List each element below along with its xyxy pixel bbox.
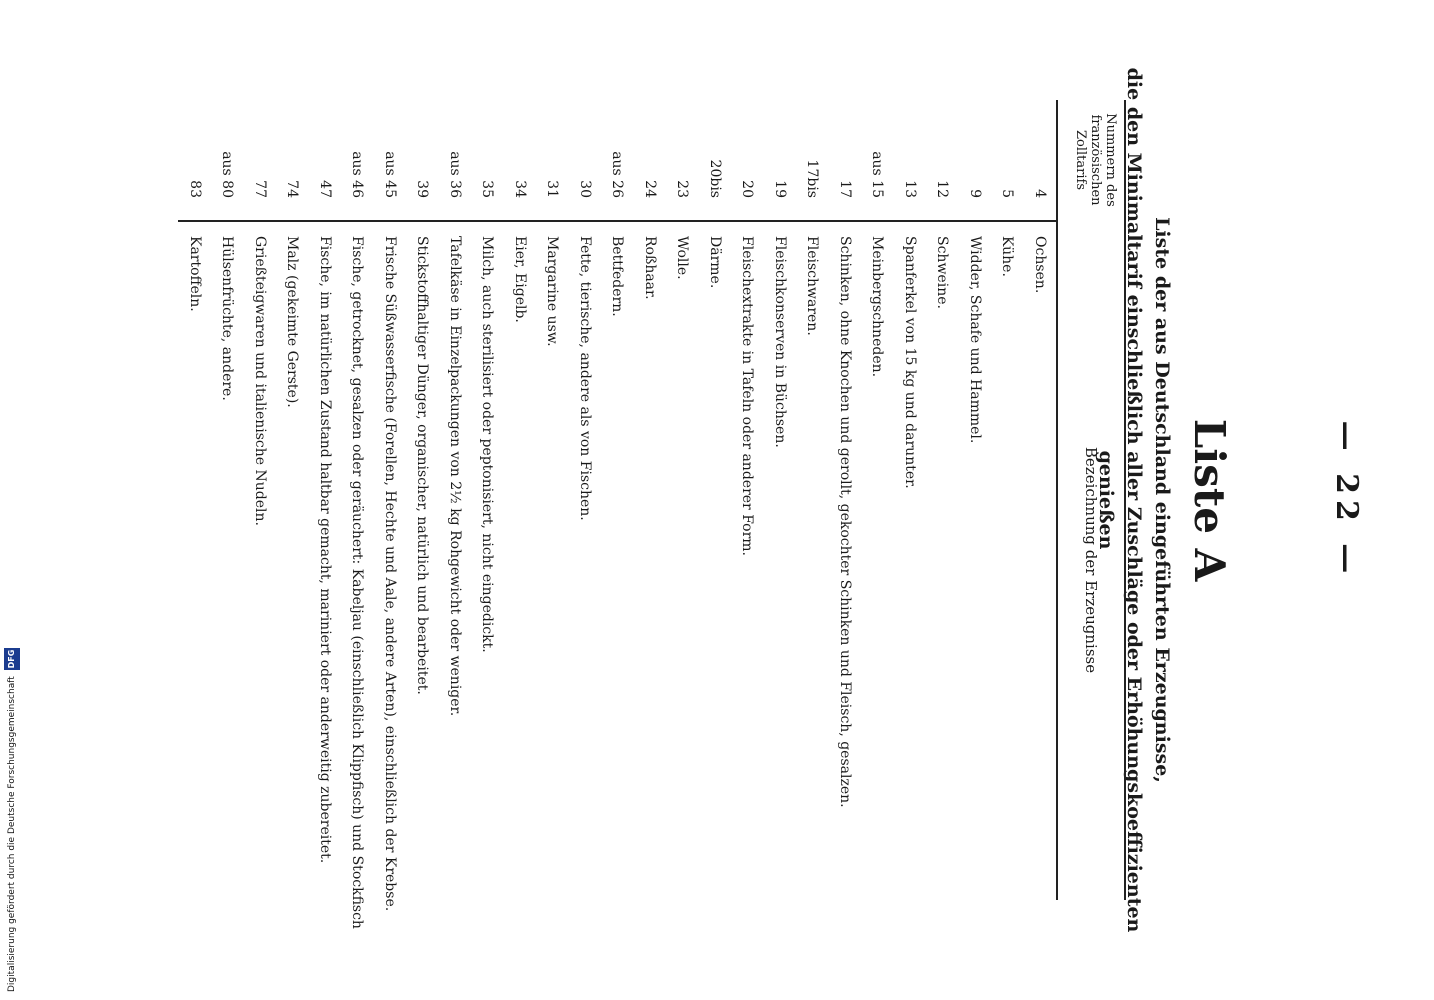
- row-description: Ochsen.: [1032, 236, 1048, 294]
- dfg-logo-icon: DFG: [4, 648, 20, 671]
- row-description: Fische, getrocknet, gesalzen oder geräuchert: Kabeljau (einschließlich Klippfisch) und Stockfisch: [349, 236, 366, 929]
- row-number: 5: [999, 189, 1016, 198]
- row-description: Hülsenfrüchte, andere.: [219, 236, 236, 401]
- row-number: 77: [252, 180, 268, 198]
- row-description: Fleischkonserven in Büchsen.: [772, 236, 788, 448]
- number-column: [179, 100, 1057, 220]
- table-top-rule: [1124, 100, 1126, 900]
- row-description: Tafelkäse in Einzelpackungen von 2½ kg Rohgewicht oder weniger.: [447, 236, 463, 717]
- row-number: 9: [967, 189, 983, 198]
- row-number: 31: [544, 180, 561, 198]
- row-number: 47: [317, 180, 333, 198]
- tariff-table: [179, 100, 1127, 929]
- credit-text: Digitalisierung gefördert durch die Deutsche Forschungsgemeinschaft: [7, 676, 17, 992]
- row-description: Roßhaar.: [642, 236, 658, 300]
- row-description: Fette, tierische, andere als von Fischen.: [577, 236, 593, 521]
- row-description: Grießteigwaren und italienische Nudeln.: [252, 236, 268, 526]
- row-number: 30: [577, 180, 593, 198]
- row-description: Schinken, ohne Knochen und gerollt, gekochter Schinken und Fleisch, gesalzen.: [837, 236, 853, 808]
- table-header: [1056, 100, 1124, 900]
- row-number: 20bis: [707, 159, 723, 198]
- row-description: Margarine usw.: [544, 236, 561, 347]
- row-number: 12: [934, 180, 951, 198]
- row-description: Bettfedern.: [609, 236, 626, 317]
- row-number: 17bis: [804, 159, 821, 198]
- row-number: aus 46: [349, 151, 366, 198]
- subtitle-line-1: Liste der aus Deutschland eingeführten Erzeugnisse,: [1151, 217, 1173, 783]
- row-number: 83: [187, 180, 203, 198]
- page-number: — 22 —: [1329, 420, 1364, 580]
- row-number: aus 36: [447, 151, 463, 198]
- row-description: Fleischwaren.: [804, 236, 821, 336]
- row-description: Frische Süßwasserfische (Forellen, Hechte und Aale, andere Arten), einschließlich der Krebse.: [382, 236, 398, 912]
- column-divider: [179, 220, 1059, 222]
- header-number: Nummern des französischen Zolltarifs: [1073, 113, 1118, 207]
- row-number: 23: [674, 180, 691, 198]
- row-description: Stickstoffhaltiger Dünger, organischer, natürlich und bearbeitet.: [414, 236, 431, 695]
- row-number: aus 15: [869, 151, 886, 198]
- row-number: aus 80: [219, 151, 236, 198]
- row-description: Schweine.: [934, 236, 951, 309]
- row-number: aus 26: [609, 151, 626, 198]
- row-number: 4: [1032, 189, 1048, 198]
- row-description: Eier, Eigelb.: [512, 236, 528, 323]
- row-description: Därme.: [707, 236, 723, 289]
- row-description: Widder, Schafe und Hammel.: [967, 236, 983, 444]
- table-body: [179, 100, 1057, 929]
- row-number: 74: [284, 180, 301, 198]
- row-description: Kartoffeln.: [187, 236, 203, 312]
- row-number: 39: [414, 180, 431, 198]
- header-description: Bezeichnung der Erzeugnisse: [1082, 446, 1100, 674]
- row-number: 20: [739, 180, 756, 198]
- row-description: Milch, auch sterilisiert oder peptonisiert, nicht eingedickt.: [479, 236, 496, 653]
- description-column: [179, 220, 1057, 929]
- digitization-credit: [2, 600, 18, 992]
- row-number: 13: [902, 180, 918, 198]
- row-description: Spanferkel von 15 kg und darunter.: [902, 236, 918, 489]
- row-number: 24: [642, 180, 658, 198]
- row-number: 17: [837, 180, 853, 198]
- page-title: Liste A: [1185, 418, 1234, 582]
- row-description: Fische, im natürlichen Zustand haltbar gemacht, mariniert oder anderweitig zubereitet.: [317, 236, 333, 864]
- row-number: 19: [772, 180, 788, 198]
- row-description: Meinbergschneden.: [869, 236, 886, 378]
- subtitle-line-2: die den Minimaltarif einschließlich aller Zuschläge oder Erhöhungskoeffizienten genießen: [1095, 67, 1145, 933]
- row-description: Wolle.: [674, 236, 691, 280]
- row-number: 34: [512, 180, 528, 198]
- row-description: Malz (gekeimte Gerste).: [284, 236, 301, 408]
- row-number: aus 45: [382, 151, 398, 198]
- row-number: 35: [479, 180, 496, 198]
- row-description: Fleischextrakte in Tafeln oder anderer Form.: [739, 236, 756, 556]
- row-description: Kühe.: [999, 236, 1016, 277]
